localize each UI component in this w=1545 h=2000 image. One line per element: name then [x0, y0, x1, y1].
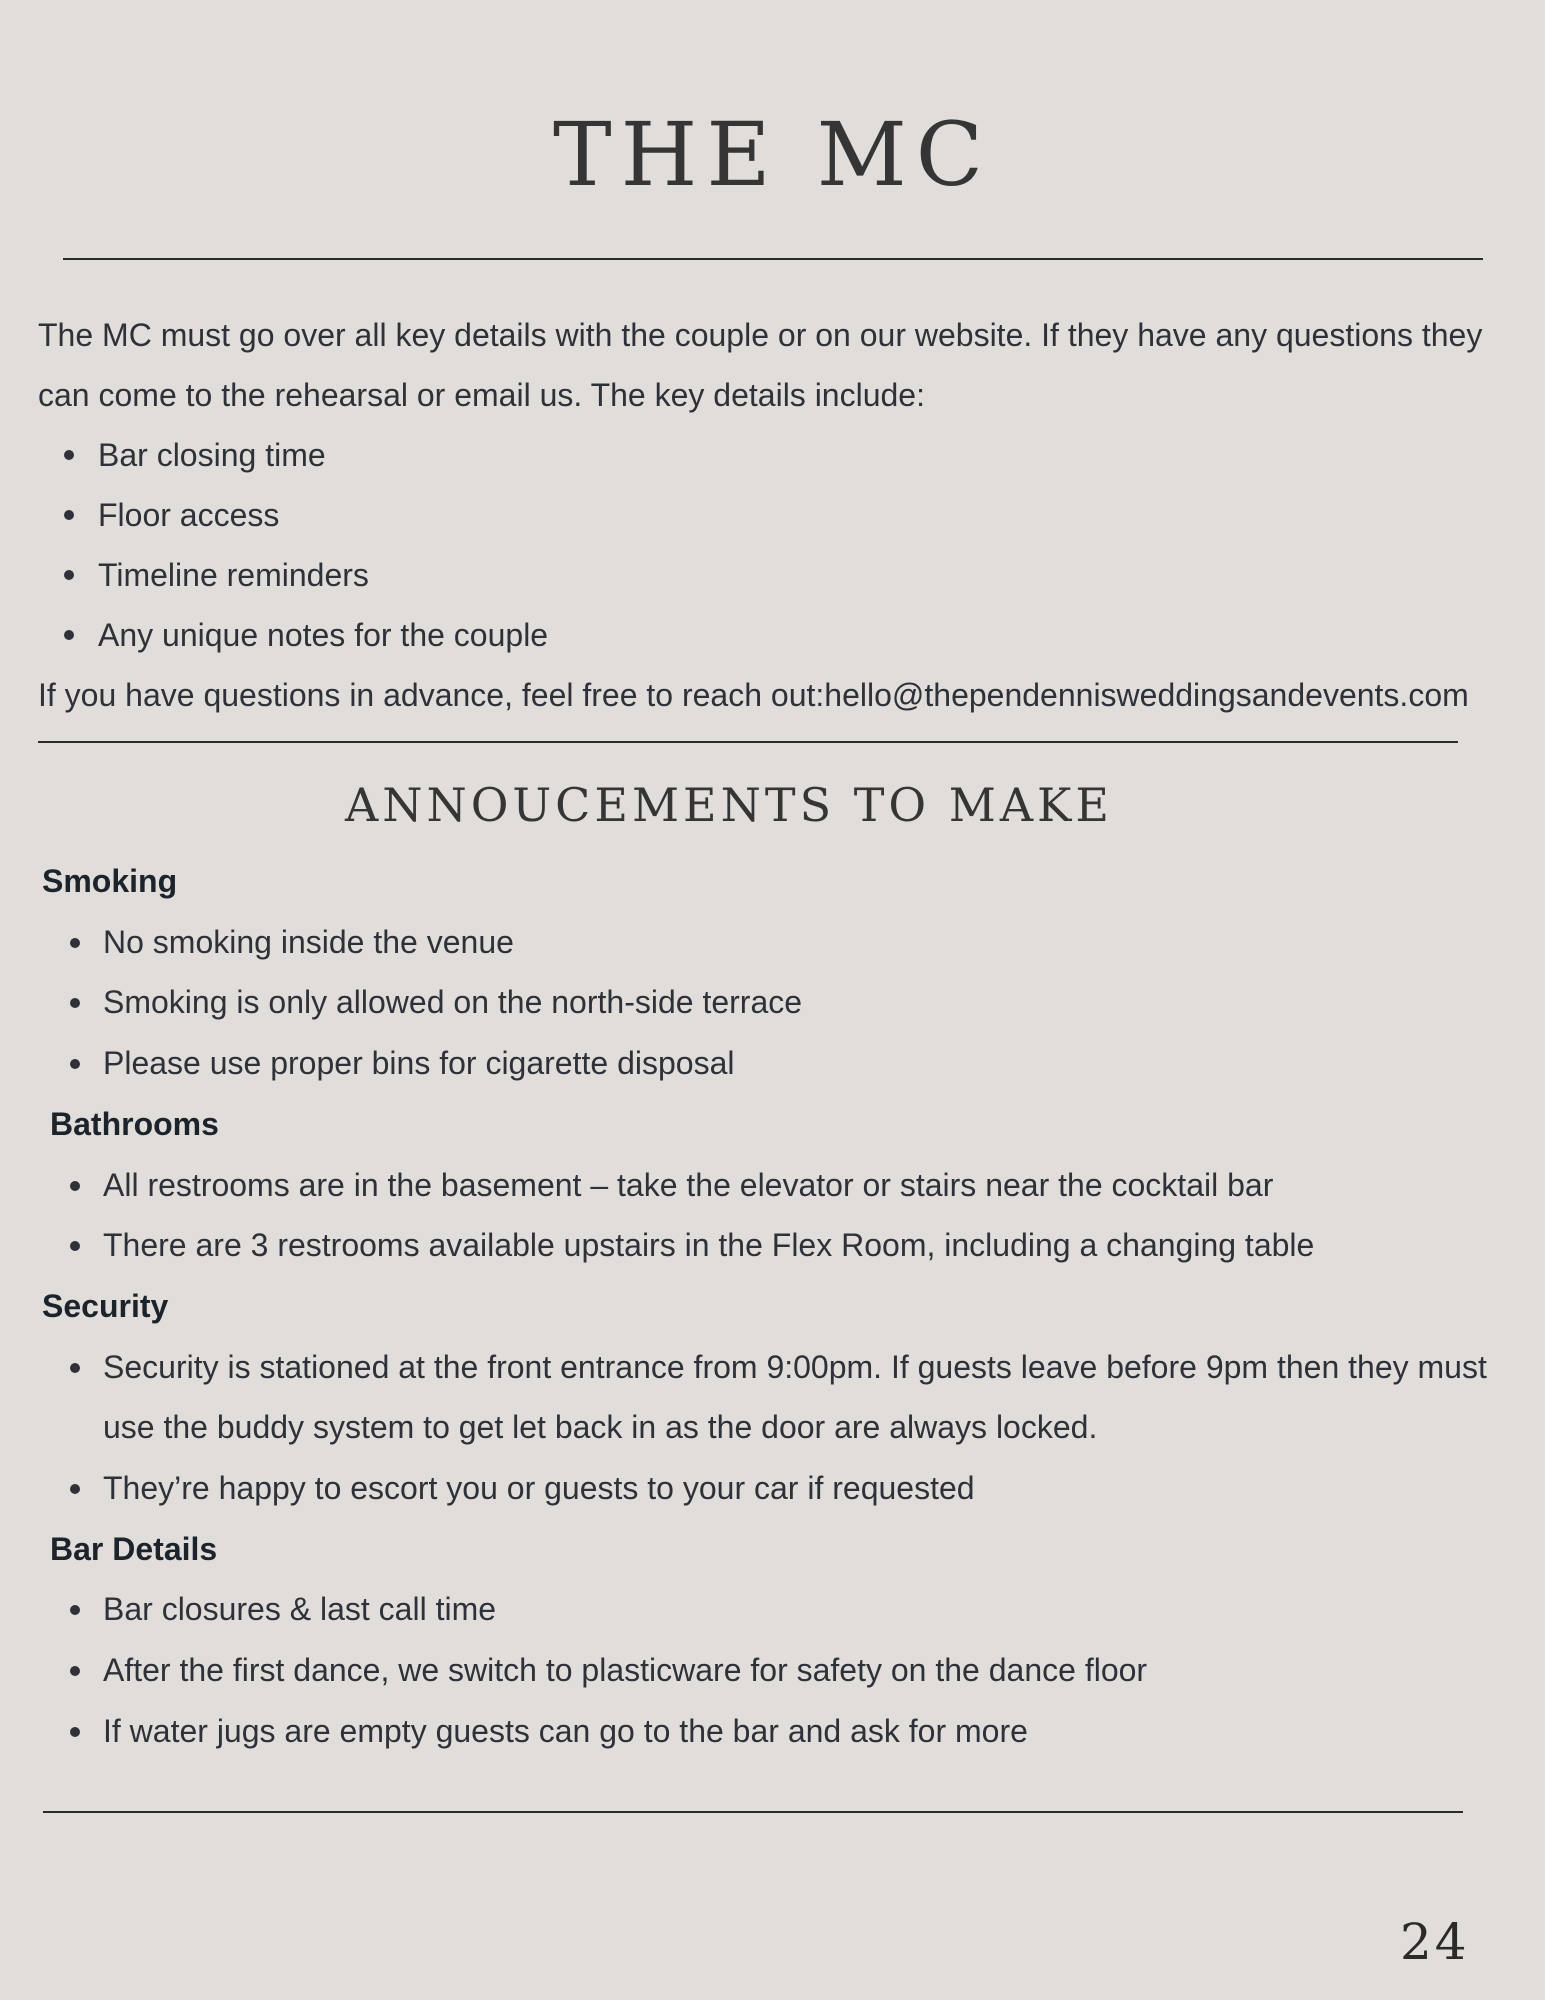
list-item: Any unique notes for the couple: [38, 605, 1538, 665]
list-item: Security is stationed at the front entrance from 9:00pm. If guests leave before 9pm then they must use the buddy system to get let back in as the door are always locked.: [42, 1337, 1512, 1458]
list-item: Timeline reminders: [38, 545, 1538, 605]
key-details-list: [38, 425, 1538, 665]
section-divider: [38, 741, 1458, 743]
list-item: After the first dance, we switch to plasticware for safety on the dance floor: [42, 1640, 1512, 1701]
bar-details-heading: Bar Details: [50, 1530, 218, 1567]
smoking-heading: Smoking: [42, 863, 178, 899]
intro-paragraph: The MC must go over all key details with the couple or on our website. If they have any questions they can come to the rehearsal or email us. The key details include:: [38, 317, 1483, 413]
list-item: If water jugs are empty guests can go to the bar and ask for more: [42, 1701, 1512, 1762]
page-number: 24: [1400, 1913, 1470, 1971]
list-item: No smoking inside the venue: [42, 912, 1512, 973]
announcements-section: [42, 851, 1512, 1762]
bathrooms-list: [42, 1155, 1512, 1276]
list-item: Bar closing time: [38, 425, 1538, 485]
list-item: There are 3 restrooms available upstairs in the Flex Room, including a changing table: [42, 1215, 1512, 1276]
list-item: All restrooms are in the basement – take the elevator or stairs near the cocktail bar: [42, 1155, 1512, 1216]
security-heading: Security: [42, 1287, 169, 1324]
security-list: [42, 1337, 1512, 1519]
list-item: Floor access: [38, 485, 1538, 545]
page-title: THE MC: [552, 103, 993, 206]
contact-line: If you have questions in advance, feel free to reach out:hello@thependennisweddingsandevents.com: [38, 677, 1469, 713]
list-item: Bar closures & last call time: [42, 1579, 1512, 1640]
list-item: They’re happy to escort you or guests to your car if requested: [42, 1458, 1512, 1519]
footer-divider: [43, 1811, 1463, 1813]
list-item: Please use proper bins for cigarette disposal: [42, 1033, 1512, 1094]
bar-details-list: [42, 1579, 1512, 1761]
bathrooms-heading: Bathrooms: [50, 1105, 219, 1142]
intro-section: [38, 305, 1538, 725]
list-item: Smoking is only allowed on the north-side terrace: [42, 972, 1512, 1033]
announcements-title: ANNOUCEMENTS TO MAKE: [344, 778, 1113, 832]
title-divider: [63, 258, 1483, 260]
smoking-list: [42, 912, 1512, 1094]
